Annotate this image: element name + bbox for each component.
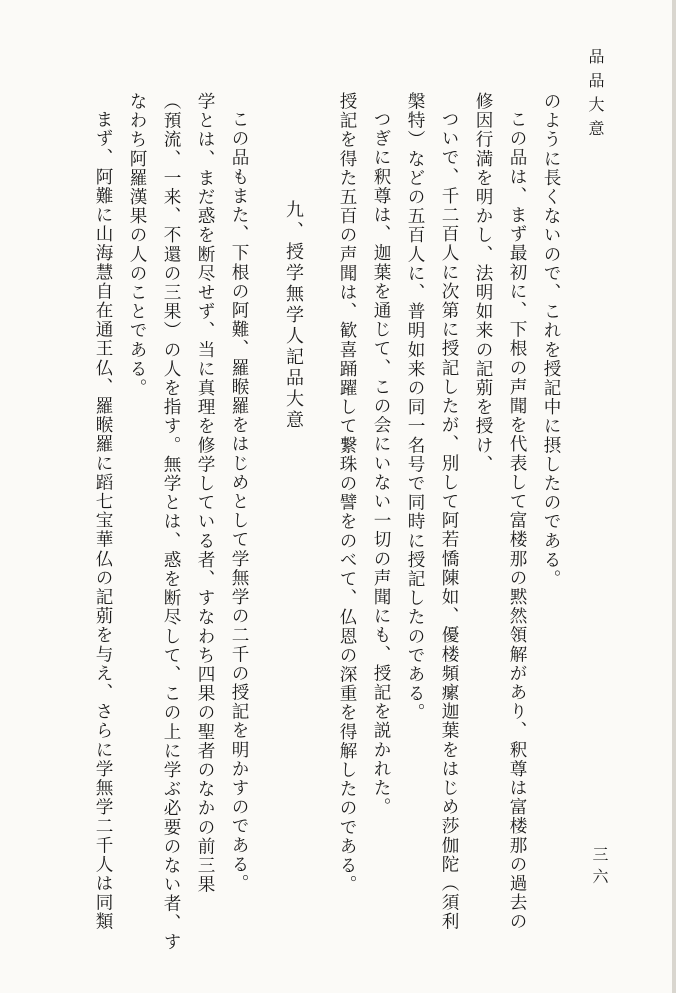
text-line-3: 修因行満を明かし、法明如来の記莂を授け、 — [473, 92, 493, 474]
text-line-12: まず、阿難に山海慧自在通王仏、羅睺羅に蹈七宝華仏の記莂を与え、さらに学無学二千人は同類 — [93, 110, 113, 932]
page-number: 三六 — [590, 846, 609, 890]
text-line-2: この品は、まず最初に、下根の声聞を代表して富楼那の黙然領解があり、釈尊は富楼那の過去の — [507, 110, 527, 932]
text-line-10: （預流、一来、不還の三果）の人を指す。無学とは、惑を断尽して、この上に学ぶ必要のない者、す — [161, 92, 181, 952]
text-line-5: 槃特）などの五百人に、普明如来の同一名号で同時に授記したのである。 — [405, 92, 425, 723]
text-line-8: この品もまた、下根の阿難、羅睺羅をはじめとして学無学の二千の授記を明かすのである。 — [229, 110, 249, 894]
running-title: 品品大意 — [586, 48, 605, 144]
text-line-11: なわち阿羅漢果の人のことである。 — [127, 92, 147, 398]
text-line-1: のように長くないので、これを授記中に摂したのである。 — [541, 92, 561, 589]
page-edge — [672, 0, 676, 993]
text-line-9: 学とは、まだ惑を断尽せず、当に真理を修学している者、すなわち四果の聖者のなかの前三果 — [195, 92, 215, 895]
section-heading: 九、授学無学人記品大意 — [283, 200, 304, 431]
text-line-7: 授記を得た五百の声聞は、歓喜踊躍して繋珠の譬をのべて、仏恩の深重を得解したのである。 — [337, 92, 357, 895]
text-line-6: つぎに釈尊は、迦葉を通じて、この会にいない一切の声聞にも、授記を説かれた。 — [371, 110, 391, 817]
text-line-4: ついで、千二百人に次第に授記したが、別して阿若憍陳如、優楼頻瘰迦葉をはじめ莎伽陀（須利 — [439, 110, 459, 932]
